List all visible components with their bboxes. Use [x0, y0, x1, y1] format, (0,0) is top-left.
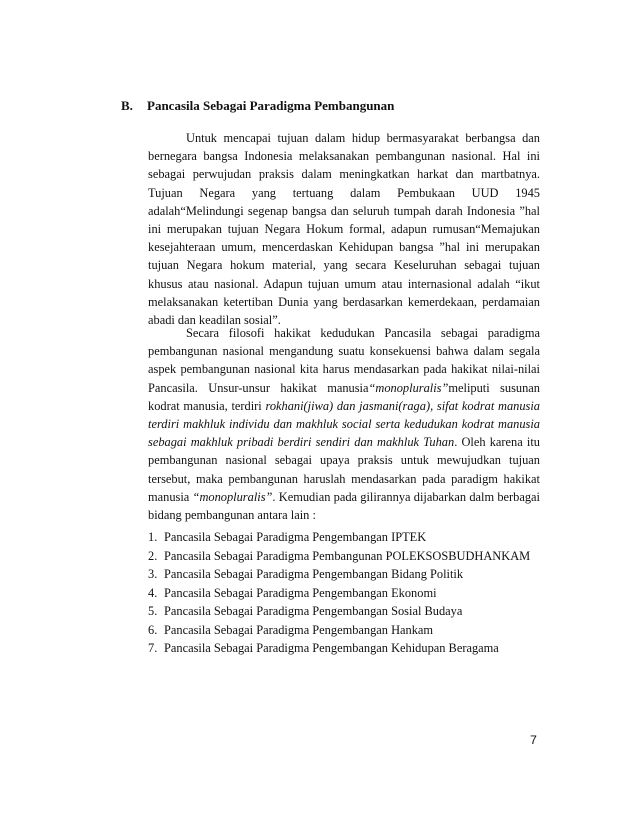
list-item — [148, 621, 530, 640]
list-item-text: Pancasila Sebagai Paradigma Pengembangan Hankam — [164, 622, 434, 637]
list-item-text: Pancasila Sebagai Paradigma Pengembangan IPTEK — [164, 530, 427, 544]
paragraph-2-part1: Secara filosofi hakikat kedudukan Pancasila sebagai paradigma pembangunan nasional mengandung suatu konsekuensi bahwa dalam segala aspek pembangunan nasional kita harus mendasarkan pada hakikat nilai-nilai Pancasila. Unsur-unsur hakikat manusia — [148, 326, 540, 395]
list-item-text: Pancasila Sebagai Paradigma Pengembangan Kehidupan Beragama — [164, 641, 499, 655]
list-item-number: 1. — [148, 530, 158, 544]
paragraph-2-part2: meliputi susunan kodrat manusia, terdiri — [148, 380, 540, 413]
paragraph-filosofi — [148, 324, 540, 524]
list-item — [148, 639, 530, 658]
paragraph-2-part3: . Oleh karena itu pembangunan nasional sebagai upaya praksis untuk mewujudkan tujuan tersebut, maka pembangunan haruslah mendasarkan pada paradigm hakikat manusia — [148, 435, 540, 504]
paragraph-tujuan-pembangunan — [148, 129, 540, 329]
paragraph-2-italic3: “monopluralis” — [192, 489, 273, 504]
page-number: 7 — [530, 733, 537, 747]
section-letter: B. — [121, 98, 133, 113]
paragraph-1-text: Untuk mencapai tujuan dalam hidup bermasyarakat berbangsa dan bernegara bangsa Indonesia melaksanakan pembangunan nasional. Hal ini sebagai perwujudan praksis dalam meningkatkan harkat dan martbatnya. Tujuan Negara yang tertuang dalam Pembukaan UUD 1945 adalah“Melindungi segenap bangsa dan seluruh tumpah darah Indonesia ”hal ini merupakan tujuan Negara Hokum formal, adapun rumusan“Memajukan kesejahteraan umum, mencerdaskan Kehidupan bangsa ”hal ini merupakan tujuan Negara hokum material, yang secara Keseluruhan sebagai tujuan khusus atau nasional. Adapun tujuan umum atau internasional adalah “ikut melaksanakan ketertiban Dunia yang berdasarkan kemerdekaan, perdamaian abadi dan keadilan sosial”. — [148, 131, 540, 328]
list-item-text: Pancasila Sebagai Paradigma Pengembangan Sosial Budaya — [164, 604, 463, 618]
list-item-number: 3. — [148, 567, 158, 581]
list-item-number: 7. — [148, 641, 158, 655]
list-item — [148, 565, 530, 584]
list-item-number: 4. — [148, 585, 158, 600]
paragraph-2-italic1: “monopluralis” — [368, 380, 449, 395]
section-title: Pancasila Sebagai Paradigma Pembangunan — [147, 98, 395, 113]
list-item — [148, 528, 530, 547]
list-item-number: 5. — [148, 604, 158, 618]
list-item-text: Pancasila Sebagai Paradigma Pembangunan POLEKSOSBUDHANKAM — [164, 548, 531, 563]
section-heading — [121, 98, 394, 114]
paragraph-2-part4: . Kemudian pada gilirannya dijabarkan dalm berbagai bidang pembangunan antara lain : — [148, 489, 540, 523]
list-item — [148, 602, 530, 621]
list-item — [148, 584, 530, 603]
list-item-text: Pancasila Sebagai Paradigma Pengembangan Ekonomi — [164, 585, 437, 600]
paradigma-list — [148, 528, 530, 658]
paragraph-2-italic2: rokhani(jiwa) dan jasmani(raga), sifat kodrat manusia terdiri makhluk individu dan makhluk social serta kedudukan kodrat manusia sebagai makhluk pribadi berdiri sendiri dan makhluk Tuhan — [148, 398, 540, 450]
list-item-text: Pancasila Sebagai Paradigma Pengembangan Bidang Politik — [164, 567, 464, 581]
list-item-number: 2. — [148, 548, 158, 563]
list-item-number: 6. — [148, 622, 158, 637]
list-item — [148, 547, 530, 566]
